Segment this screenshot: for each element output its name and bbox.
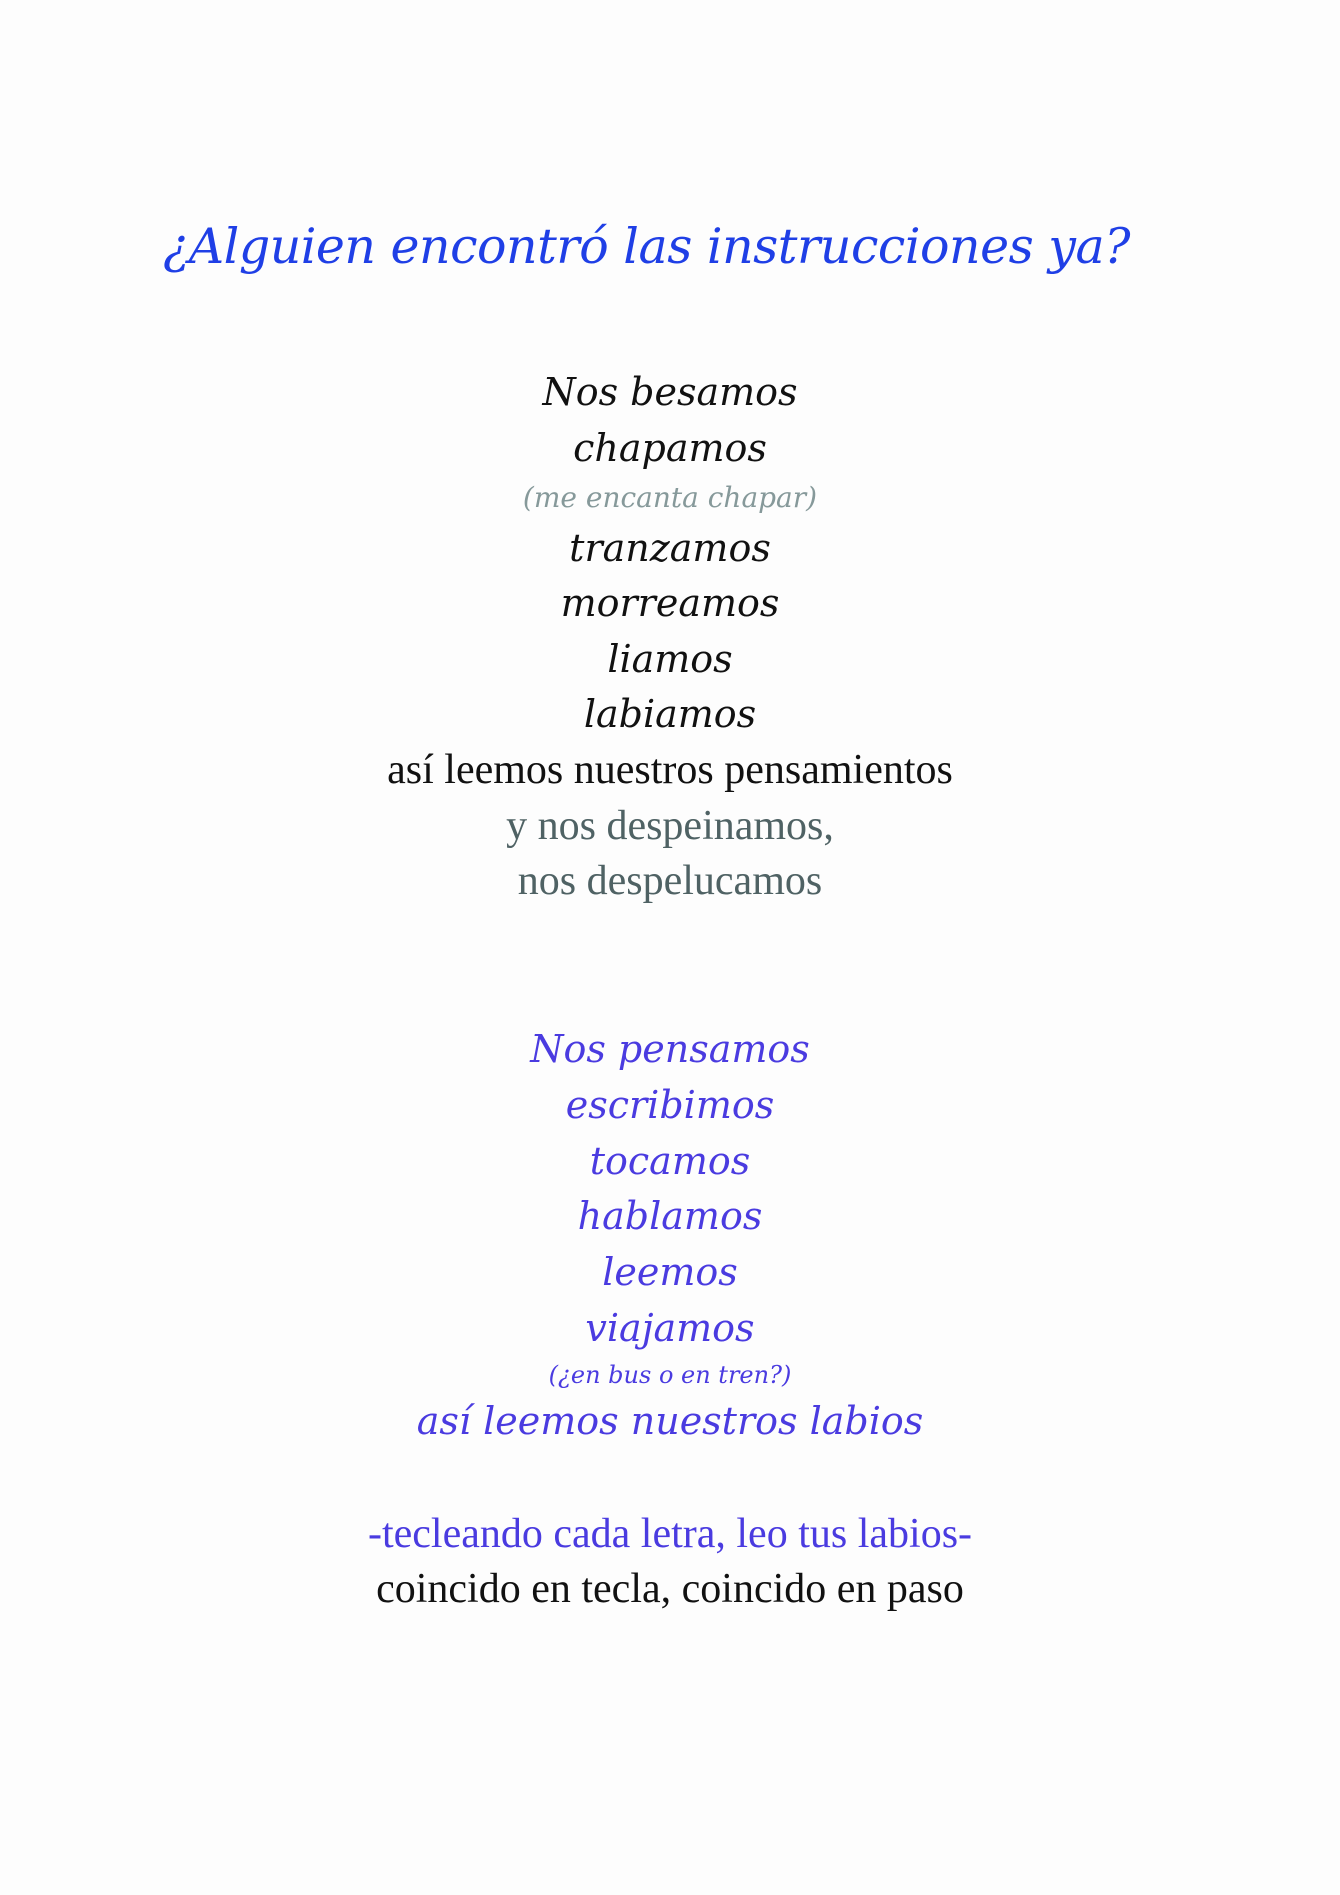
poem-line: tranzamos (569, 526, 771, 570)
poem-line: tocamos (589, 1139, 751, 1183)
poem-line: nos despelucamos (517, 858, 823, 904)
poem-line: chapamos (573, 426, 767, 470)
poem-title: ¿Alguien encontró las instrucciones ya? (163, 218, 1130, 275)
poem-line: y nos despeinamos, (506, 803, 834, 849)
poem-line: liamos (607, 637, 733, 681)
poem-line: coincido en tecla, coincido en paso (376, 1566, 964, 1612)
poem-aside: (me encanta chapar) (522, 481, 818, 514)
poem-line: hablamos (577, 1194, 763, 1238)
poem-aside: (¿en bus o en tren?) (548, 1361, 792, 1389)
poem-line: Nos besamos (542, 370, 798, 414)
poem-line: escribimos (565, 1083, 775, 1127)
poem-line: labiamos (583, 692, 757, 736)
poem-line: Nos pensamos (530, 1027, 810, 1071)
poem-line: viajamos (585, 1306, 755, 1350)
poem-line: así leemos nuestros pensamientos (387, 747, 953, 793)
poem-line: morreamos (560, 581, 780, 625)
poem-line: así leemos nuestros labios (416, 1399, 924, 1443)
poem-line: leemos (602, 1250, 738, 1294)
poem-line: -tecleando cada letra, leo tus labios- (367, 1511, 973, 1557)
